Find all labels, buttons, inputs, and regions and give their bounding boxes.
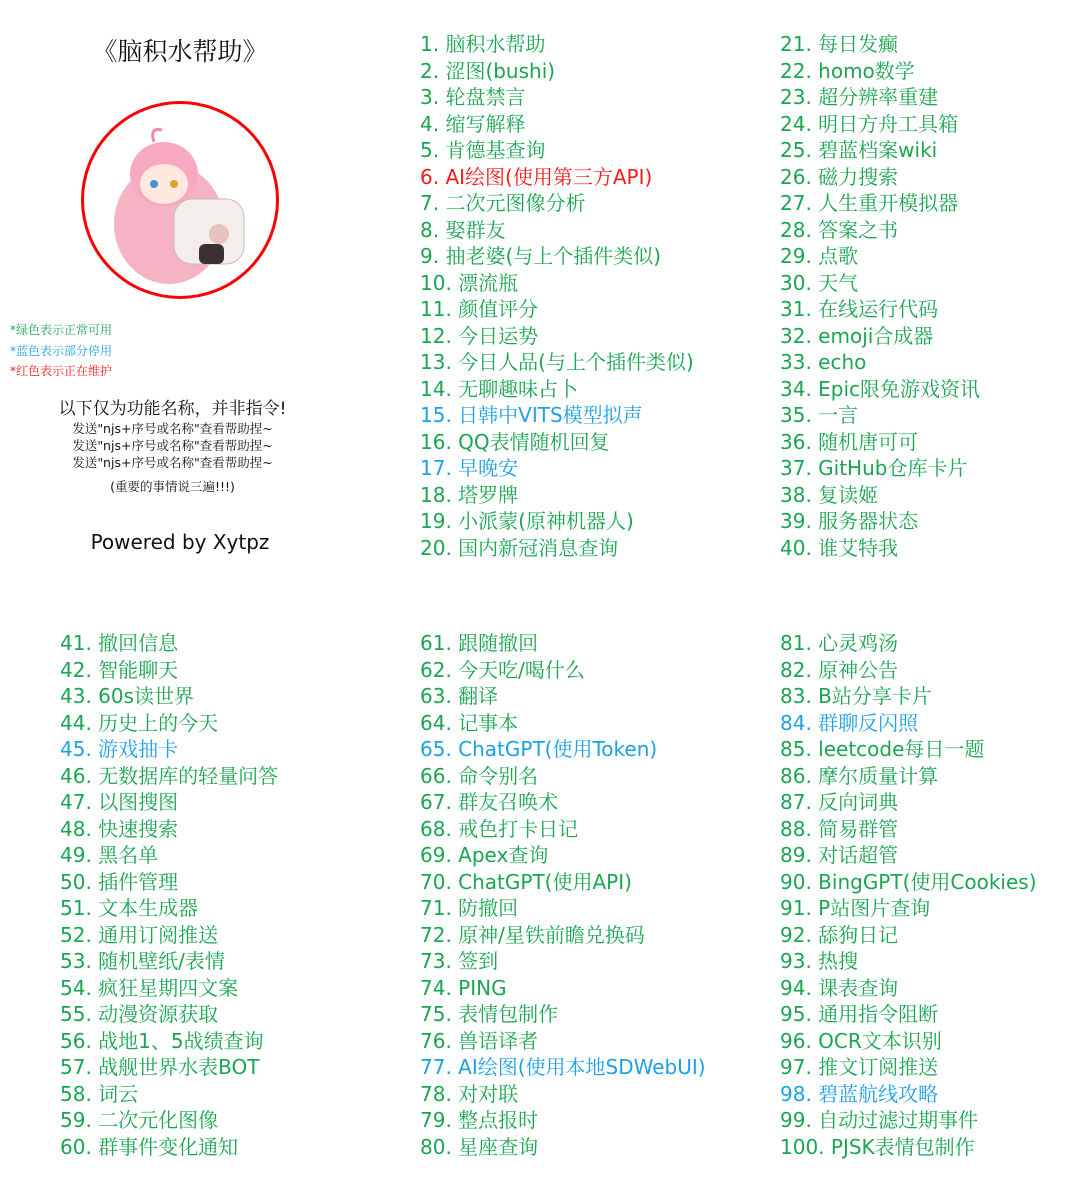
feature-item: 95. 通用指令阻断 <box>780 1002 939 1026</box>
feature-item: 2. 涩图(bushi) <box>420 58 556 83</box>
feature-item: 100. PJSK表情包制作 <box>780 1134 975 1159</box>
feature-item: 13. 今日人品(与上个插件类似) <box>420 350 694 374</box>
feature-item: 56. 战地1、5战绩查询 <box>60 1028 264 1053</box>
feature-item: 51. 文本生成器 <box>60 896 199 920</box>
feature-item: 6. AI绘图(使用第三方API) <box>420 164 653 189</box>
feature-column-5 <box>780 630 1037 1160</box>
feature-item: 26. 磁力搜索 <box>780 164 899 189</box>
feature-item: 74. PING <box>420 975 507 1000</box>
feature-item: 89. 对话超管 <box>780 843 899 867</box>
feature-item: 10. 漂流瓶 <box>420 270 519 295</box>
feature-item: 69. Apex查询 <box>420 843 549 867</box>
feature-item: 62. 今天吃/喝什么 <box>420 657 585 682</box>
feature-item: 14. 无聊趣味占卜 <box>420 376 579 401</box>
feature-item: 72. 原神/星铁前瞻兑换码 <box>420 922 645 947</box>
notice-line: 发送"njs+序号或名称"查看帮助捏~ <box>72 438 273 453</box>
feature-item: 17. 早晚安 <box>420 456 519 480</box>
feature-item: 87. 反向词典 <box>780 790 899 814</box>
feature-item: 66. 命令别名 <box>420 763 539 788</box>
feature-item: 82. 原神公告 <box>780 657 899 682</box>
feature-item: 53. 随机壁纸/表情 <box>60 949 225 973</box>
feature-item: 76. 兽语译者 <box>420 1028 539 1053</box>
feature-item: 97. 推文订阅推送 <box>780 1055 939 1079</box>
feature-item: 24. 明日方舟工具箱 <box>780 111 959 136</box>
feature-item: 7. 二次元图像分析 <box>420 191 586 215</box>
feature-item: 88. 简易群管 <box>780 816 899 841</box>
legend-blue: *蓝色表示部分停用 <box>10 343 113 358</box>
feature-item: 93. 热搜 <box>780 949 859 973</box>
feature-item: 86. 摩尔质量计算 <box>780 763 939 788</box>
feature-item: 59. 二次元化图像 <box>60 1108 219 1132</box>
feature-item: 34. Epic限免游戏资讯 <box>780 376 981 401</box>
notice-headline: 以下仅为功能名称，并非指令! <box>58 399 287 419</box>
page-title: 《脑积水帮助》 <box>92 37 268 66</box>
feature-item: 21. 每日发癫 <box>780 32 899 56</box>
feature-item: 71. 防撤回 <box>420 896 519 920</box>
feature-item: 12. 今日运势 <box>420 323 539 348</box>
feature-item: 30. 天气 <box>780 270 859 295</box>
feature-item: 67. 群友召唤术 <box>420 790 559 814</box>
feature-item: 36. 随机唐可可 <box>780 429 919 454</box>
feature-column-4 <box>420 630 706 1160</box>
feature-item: 32. emoji合成器 <box>780 323 934 348</box>
feature-item: 63. 翻译 <box>420 684 499 708</box>
feature-item: 44. 历史上的今天 <box>60 710 219 735</box>
feature-item: 48. 快速搜索 <box>60 816 179 841</box>
feature-item: 61. 跟随撤回 <box>420 631 539 655</box>
feature-item: 45. 游戏抽卡 <box>60 737 179 761</box>
feature-item: 20. 国内新冠消息查询 <box>420 535 619 560</box>
feature-column-1 <box>420 31 694 561</box>
feature-item: 22. homo数学 <box>780 58 915 83</box>
anime-girl-avatar-icon <box>84 104 276 296</box>
feature-item: 33. echo <box>780 350 867 374</box>
feature-item: 31. 在线运行代码 <box>780 297 939 321</box>
feature-item: 25. 碧蓝档案wiki <box>780 138 938 162</box>
avatar <box>81 101 279 299</box>
feature-item: 85. leetcode每日一题 <box>780 737 985 761</box>
feature-item: 29. 点歌 <box>780 244 859 268</box>
feature-item: 64. 记事本 <box>420 710 519 735</box>
usage-notice <box>0 398 345 495</box>
feature-item: 28. 答案之书 <box>780 217 899 242</box>
feature-item: 65. ChatGPT(使用Token) <box>420 737 658 761</box>
feature-item: 90. BingGPT(使用Cookies) <box>780 869 1037 894</box>
feature-item: 42. 智能聊天 <box>60 657 179 682</box>
feature-item: 1. 脑积水帮助 <box>420 32 546 56</box>
feature-item: 5. 肯德基查询 <box>420 138 546 162</box>
feature-item: 49. 黑名单 <box>60 843 159 867</box>
feature-item: 16. QQ表情随机回复 <box>420 429 610 454</box>
feature-item: 99. 自动过滤过期事件 <box>780 1108 979 1132</box>
feature-item: 57. 战舰世界水表BOT <box>60 1055 260 1079</box>
feature-item: 38. 复读姬 <box>780 482 879 507</box>
feature-item: 50. 插件管理 <box>60 869 179 894</box>
feature-item: 75. 表情包制作 <box>420 1002 559 1026</box>
feature-item: 80. 星座查询 <box>420 1134 539 1159</box>
feature-item: 92. 舔狗日记 <box>780 922 899 947</box>
feature-item: 41. 撤回信息 <box>60 631 179 655</box>
feature-item: 9. 抽老婆(与上个插件类似) <box>420 244 662 268</box>
feature-item: 46. 无数据库的轻量问答 <box>60 763 279 788</box>
feature-item: 84. 群聊反闪照 <box>780 710 919 735</box>
feature-item: 70. ChatGPT(使用API) <box>420 869 632 894</box>
feature-item: 60. 群事件变化通知 <box>60 1134 239 1159</box>
feature-column-3 <box>60 630 278 1160</box>
feature-item: 94. 课表查询 <box>780 975 899 1000</box>
feature-item: 58. 词云 <box>60 1081 139 1106</box>
powered-by: Powered by Xytpz <box>90 530 270 554</box>
feature-item: 79. 整点报时 <box>420 1108 539 1132</box>
feature-item: 18. 塔罗牌 <box>420 482 519 507</box>
feature-item: 35. 一言 <box>780 403 859 427</box>
feature-item: 91. P站图片查询 <box>780 896 931 920</box>
feature-item: 8. 娶群友 <box>420 217 506 242</box>
feature-item: 47. 以图搜图 <box>60 790 179 814</box>
feature-item: 98. 碧蓝航线攻略 <box>780 1081 939 1106</box>
feature-item: 81. 心灵鸡汤 <box>780 631 899 655</box>
feature-item: 4. 缩写解释 <box>420 111 526 136</box>
feature-item: 11. 颜值评分 <box>420 297 539 321</box>
notice-line: 发送"njs+序号或名称"查看帮助捏~ <box>72 455 273 470</box>
feature-item: 39. 服务器状态 <box>780 509 919 533</box>
feature-item: 40. 谁艾特我 <box>780 535 899 560</box>
feature-item: 73. 签到 <box>420 949 499 973</box>
legend-red: *红色表示正在维护 <box>10 364 113 378</box>
feature-item: 43. 60s读世界 <box>60 684 195 708</box>
feature-item: 55. 动漫资源获取 <box>60 1002 219 1026</box>
feature-item: 3. 轮盘禁言 <box>420 85 526 109</box>
feature-item: 15. 日韩中VITS模型拟声 <box>420 403 643 427</box>
feature-item: 68. 戒色打卡日记 <box>420 816 579 841</box>
legend-green: *绿色表示正常可用 <box>10 323 113 337</box>
feature-item: 83. B站分享卡片 <box>780 684 932 708</box>
feature-item: 52. 通用订阅推送 <box>60 922 219 947</box>
feature-item: 96. OCR文本识别 <box>780 1028 942 1053</box>
feature-item: 78. 对对联 <box>420 1081 519 1106</box>
feature-item: 23. 超分辨率重建 <box>780 85 939 109</box>
feature-column-2 <box>780 31 980 561</box>
color-legend <box>10 320 112 382</box>
feature-item: 27. 人生重开模拟器 <box>780 191 959 215</box>
notice-emphasis: (重要的事情说三遍!!!) <box>110 479 235 494</box>
feature-item: 37. GitHub仓库卡片 <box>780 456 968 480</box>
feature-item: 54. 疯狂星期四文案 <box>60 975 239 1000</box>
feature-item: 19. 小派蒙(原神机器人) <box>420 509 634 533</box>
notice-line: 发送"njs+序号或名称"查看帮助捏~ <box>72 421 273 436</box>
feature-item: 77. AI绘图(使用本地SDWebUI) <box>420 1055 706 1079</box>
